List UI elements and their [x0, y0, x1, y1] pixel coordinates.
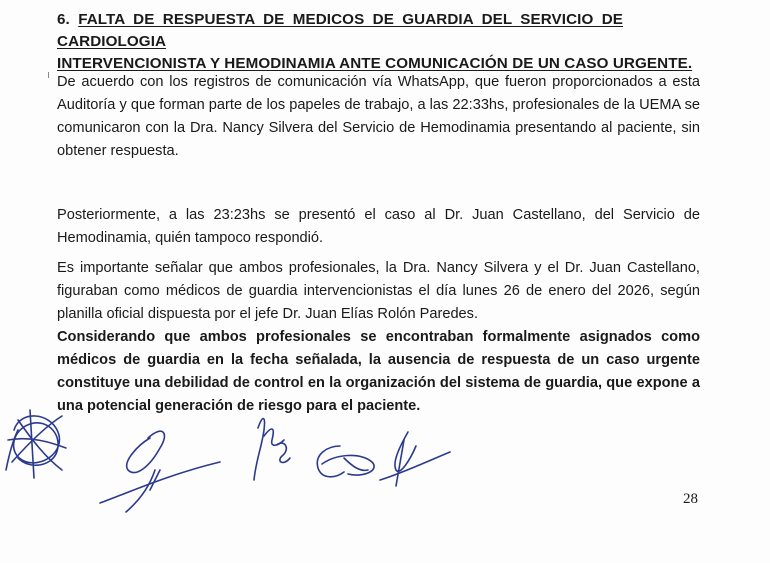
- signature-3-icon: [254, 419, 290, 481]
- paragraph-on-call-schedule: Es importante señalar que ambos profesionales, la Dra. Nancy Silvera y el Dr. Juan Castellano, figuraban como médicos de guardia intervencionistas el día lunes 26 de enero del 2026, según planilla oficial dispuesta por el jefe Dr. Juan Elías Rolón Paredes.: [57, 260, 700, 322]
- section-title-line2: INTERVENCIONISTA Y HEMODINAMIA ANTE COMUNICACIÓN DE UN CASO URGENTE.: [57, 55, 693, 72]
- signatures: [0, 400, 470, 530]
- signature-2-icon: [100, 431, 220, 512]
- paragraph-whatsapp-records: De acuerdo con los registros de comunicación vía WhatsApp, que fueron proporcionados a esta Auditoría y que forman parte de los papeles de trabajo, a las 22:33hs, profesionales de la UEMA se comunicaron con la Dra. Nancy Silvera del Servicio de Hemodinamia presentando al paciente, sin obtener respuesta.: [57, 74, 700, 159]
- section-heading: [57, 9, 702, 75]
- signature-4-icon: [317, 432, 450, 486]
- page-number: 28: [683, 491, 698, 507]
- section-title-line1: FALTA DE RESPUESTA DE MEDICOS DE GUARDIA DEL SERVICIO DE CARDIOLOGIA: [57, 11, 624, 50]
- scan-mark: [48, 72, 49, 78]
- signature-1-icon: [6, 410, 66, 478]
- section-number: 6.: [57, 11, 70, 28]
- paragraph-second-contact: Posteriormente, a las 23:23hs se presentó el caso al Dr. Juan Castellano, del Servicio de Hemodinamia, quién tampoco respondió.: [57, 207, 700, 246]
- paragraph-conclusion: Considerando que ambos profesionales se encontraban formalmente asignados como médicos de guardia en la fecha señalada, la ausencia de respuesta de un caso urgente constituye una debilidad de control en la organización del sistema de guardia, que expone a una potencial generación de riesgo para el paciente.: [57, 329, 700, 414]
